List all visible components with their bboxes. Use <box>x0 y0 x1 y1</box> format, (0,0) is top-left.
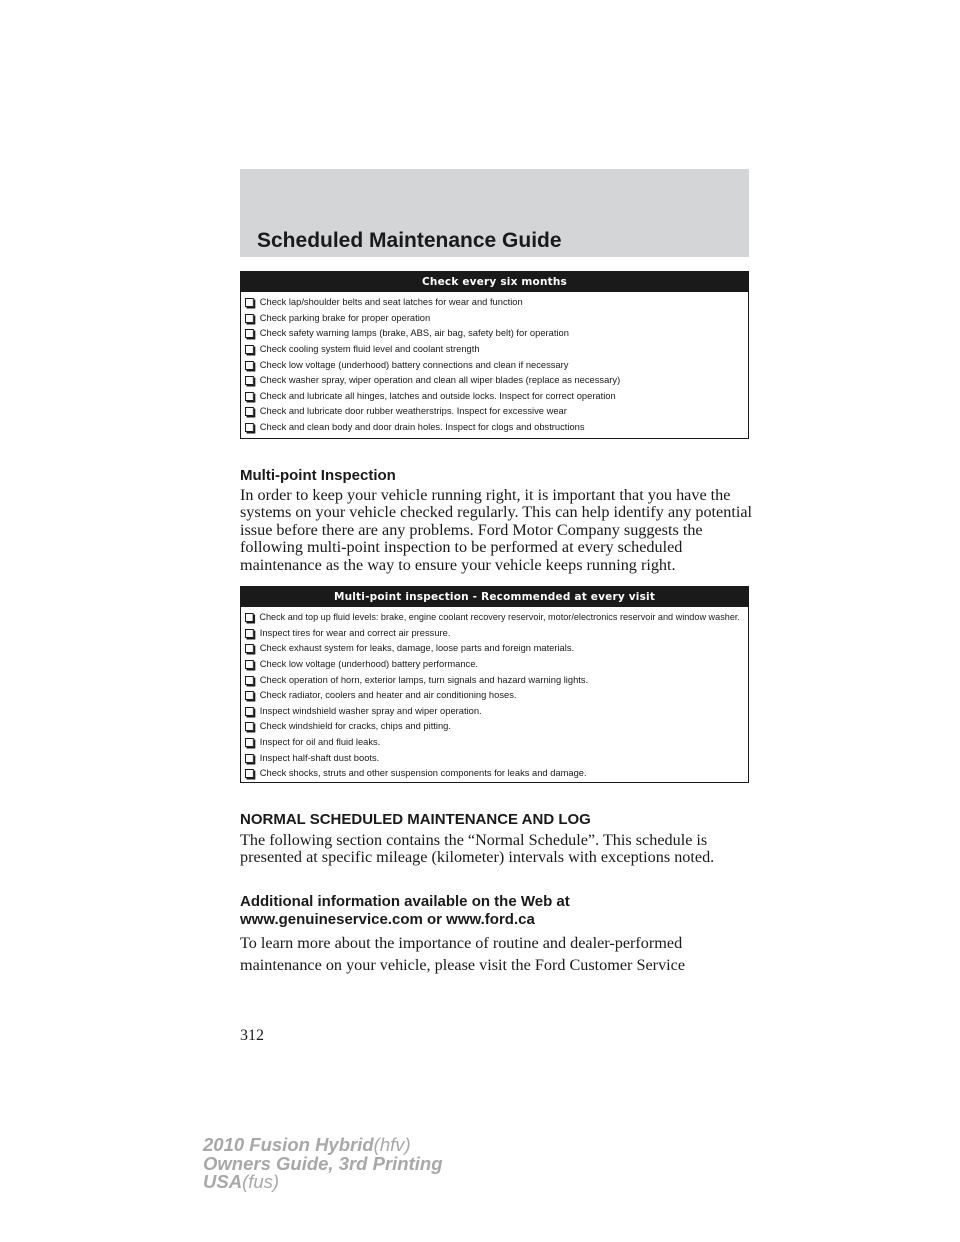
checklist-item <box>245 735 740 751</box>
checkbox-icon <box>245 629 254 638</box>
multipoint-checklist-items <box>241 607 748 782</box>
checklist-item-label: Check shocks, struts and other suspension components for leaks and damage. <box>259 768 587 780</box>
footer-model: 2010 Fusion Hybrid <box>203 1134 374 1155</box>
checkbox-icon <box>245 345 254 354</box>
checklist-item <box>245 657 740 673</box>
checklist-item <box>245 357 740 373</box>
six-month-checklist-heading: Check every six months <box>241 272 748 292</box>
checklist-item-label: Check cooling system fluid level and coolant strength <box>259 344 480 356</box>
checklist-item <box>245 750 740 766</box>
checklist-item-label: Check windshield for cracks, chips and pitting. <box>259 721 451 733</box>
web-info-title-line2: www.genuineservice.com or www.ford.ca <box>240 911 535 928</box>
page-number: 312 <box>240 1027 264 1044</box>
six-month-checklist <box>240 271 749 439</box>
checklist-item-label: Check and top up fluid levels: brake, engine coolant recovery reservoir, motor/electronics reservoir and window washer. <box>259 612 740 624</box>
checklist-item-label: Check and lubricate all hinges, latches and outside locks. Inspect for correct operation <box>259 390 616 402</box>
checkbox-icon <box>245 314 254 323</box>
checklist-item <box>245 295 740 311</box>
checkbox-icon <box>245 754 254 763</box>
checkbox-icon <box>245 660 254 669</box>
checkbox-icon <box>245 407 254 416</box>
checkbox-icon <box>245 329 254 338</box>
checklist-item <box>245 404 740 420</box>
checklist-item-label: Check low voltage (underhood) battery connections and clean if necessary <box>259 359 569 371</box>
footer-printing: Owners Guide, 3rd Printing <box>203 1152 443 1174</box>
checkbox-icon <box>245 644 254 653</box>
checklist-item-label: Inspect for oil and fluid leaks. <box>259 737 381 749</box>
normal-schedule-title: NORMAL SCHEDULED MAINTENANCE AND LOG <box>240 811 591 828</box>
checklist-item-label: Check and clean body and door drain holes. Inspect for clogs and obstructions <box>259 422 585 434</box>
checkbox-icon <box>245 738 254 747</box>
checkbox-icon <box>245 769 254 778</box>
checklist-item <box>245 389 740 405</box>
web-info-body-line2: maintenance on your vehicle, please visit the Ford Customer Service <box>240 956 686 974</box>
checkbox-icon <box>245 376 254 385</box>
checkbox-icon <box>245 361 254 370</box>
multipoint-checklist <box>240 586 749 783</box>
checkbox-icon <box>245 392 254 401</box>
multipoint-title: Multi-point Inspection <box>240 467 396 484</box>
multipoint-body: In order to keep your vehicle running right, it is important that you have the systems on your vehicle checked regularly. This can help identify any potential issue before there are any problems. Ford Motor Company suggests the following multi-point inspection to be performed at every scheduled maintenance as the way to ensure your vehicle keeps running right. <box>240 486 752 574</box>
checkbox-icon <box>245 613 254 622</box>
checklist-item-label: Check parking brake for proper operation <box>259 312 431 324</box>
footer-market-code: (fus) <box>242 1171 280 1192</box>
checklist-item-label: Check operation of horn, exterior lamps, turn signals and hazard warning lights. <box>259 674 589 686</box>
checklist-item-label: Check lap/shoulder belts and seat latches for wear and function <box>259 297 523 309</box>
checklist-item-label: Inspect half-shaft dust boots. <box>259 752 380 764</box>
checkbox-icon <box>245 423 254 432</box>
checklist-item-label: Inspect windshield washer spray and wiper operation. <box>259 705 482 717</box>
checklist-item-label: Check washer spray, wiper operation and clean all wiper blades (replace as necessary) <box>259 375 621 387</box>
checklist-item <box>245 641 740 657</box>
checklist-item <box>245 326 740 342</box>
normal-schedule-body: The following section contains the “Normal Schedule”. This schedule is presented at specific mileage (kilometer) intervals with exceptions noted. <box>240 831 715 867</box>
checkbox-icon <box>245 676 254 685</box>
checklist-item <box>245 420 740 436</box>
checklist-item-label: Check exhaust system for leaks, damage, loose parts and foreign materials. <box>259 643 575 655</box>
checkbox-icon <box>245 691 254 700</box>
checkbox-icon <box>245 298 254 307</box>
checklist-item <box>245 311 740 327</box>
checkbox-icon <box>245 722 254 731</box>
checklist-item-label: Check radiator, coolers and heater and air conditioning hoses. <box>259 690 517 702</box>
checklist-item <box>245 766 740 782</box>
footer-model-code: (hfv) <box>373 1134 411 1155</box>
page-title: Scheduled Maintenance Guide <box>257 229 562 252</box>
web-info-body-line1: To learn more about the importance of routine and dealer-performed <box>240 934 683 952</box>
checklist-item <box>245 342 740 358</box>
six-month-checklist-items <box>241 292 748 435</box>
checklist-item-label: Check safety warning lamps (brake, ABS, air bag, safety belt) for operation <box>259 328 569 340</box>
checklist-item <box>245 719 740 735</box>
multipoint-checklist-heading: Multi-point inspection - Recommended at every visit <box>241 587 748 607</box>
checklist-item <box>245 688 740 704</box>
checklist-item <box>245 610 740 626</box>
checklist-item <box>245 373 740 389</box>
checklist-item-label: Inspect tires for wear and correct air pressure. <box>259 627 451 639</box>
checklist-item <box>245 672 740 688</box>
checklist-item <box>245 704 740 720</box>
web-info-title-line1: Additional information available on the Web at <box>240 893 570 910</box>
print-footer <box>203 1136 443 1192</box>
checklist-item <box>245 626 740 642</box>
footer-market: USA <box>203 1171 243 1192</box>
checklist-item-label: Check and lubricate door rubber weatherstrips. Inspect for excessive wear <box>259 406 567 418</box>
checkbox-icon <box>245 707 254 716</box>
checklist-item-label: Check low voltage (underhood) battery performance. <box>259 659 479 671</box>
